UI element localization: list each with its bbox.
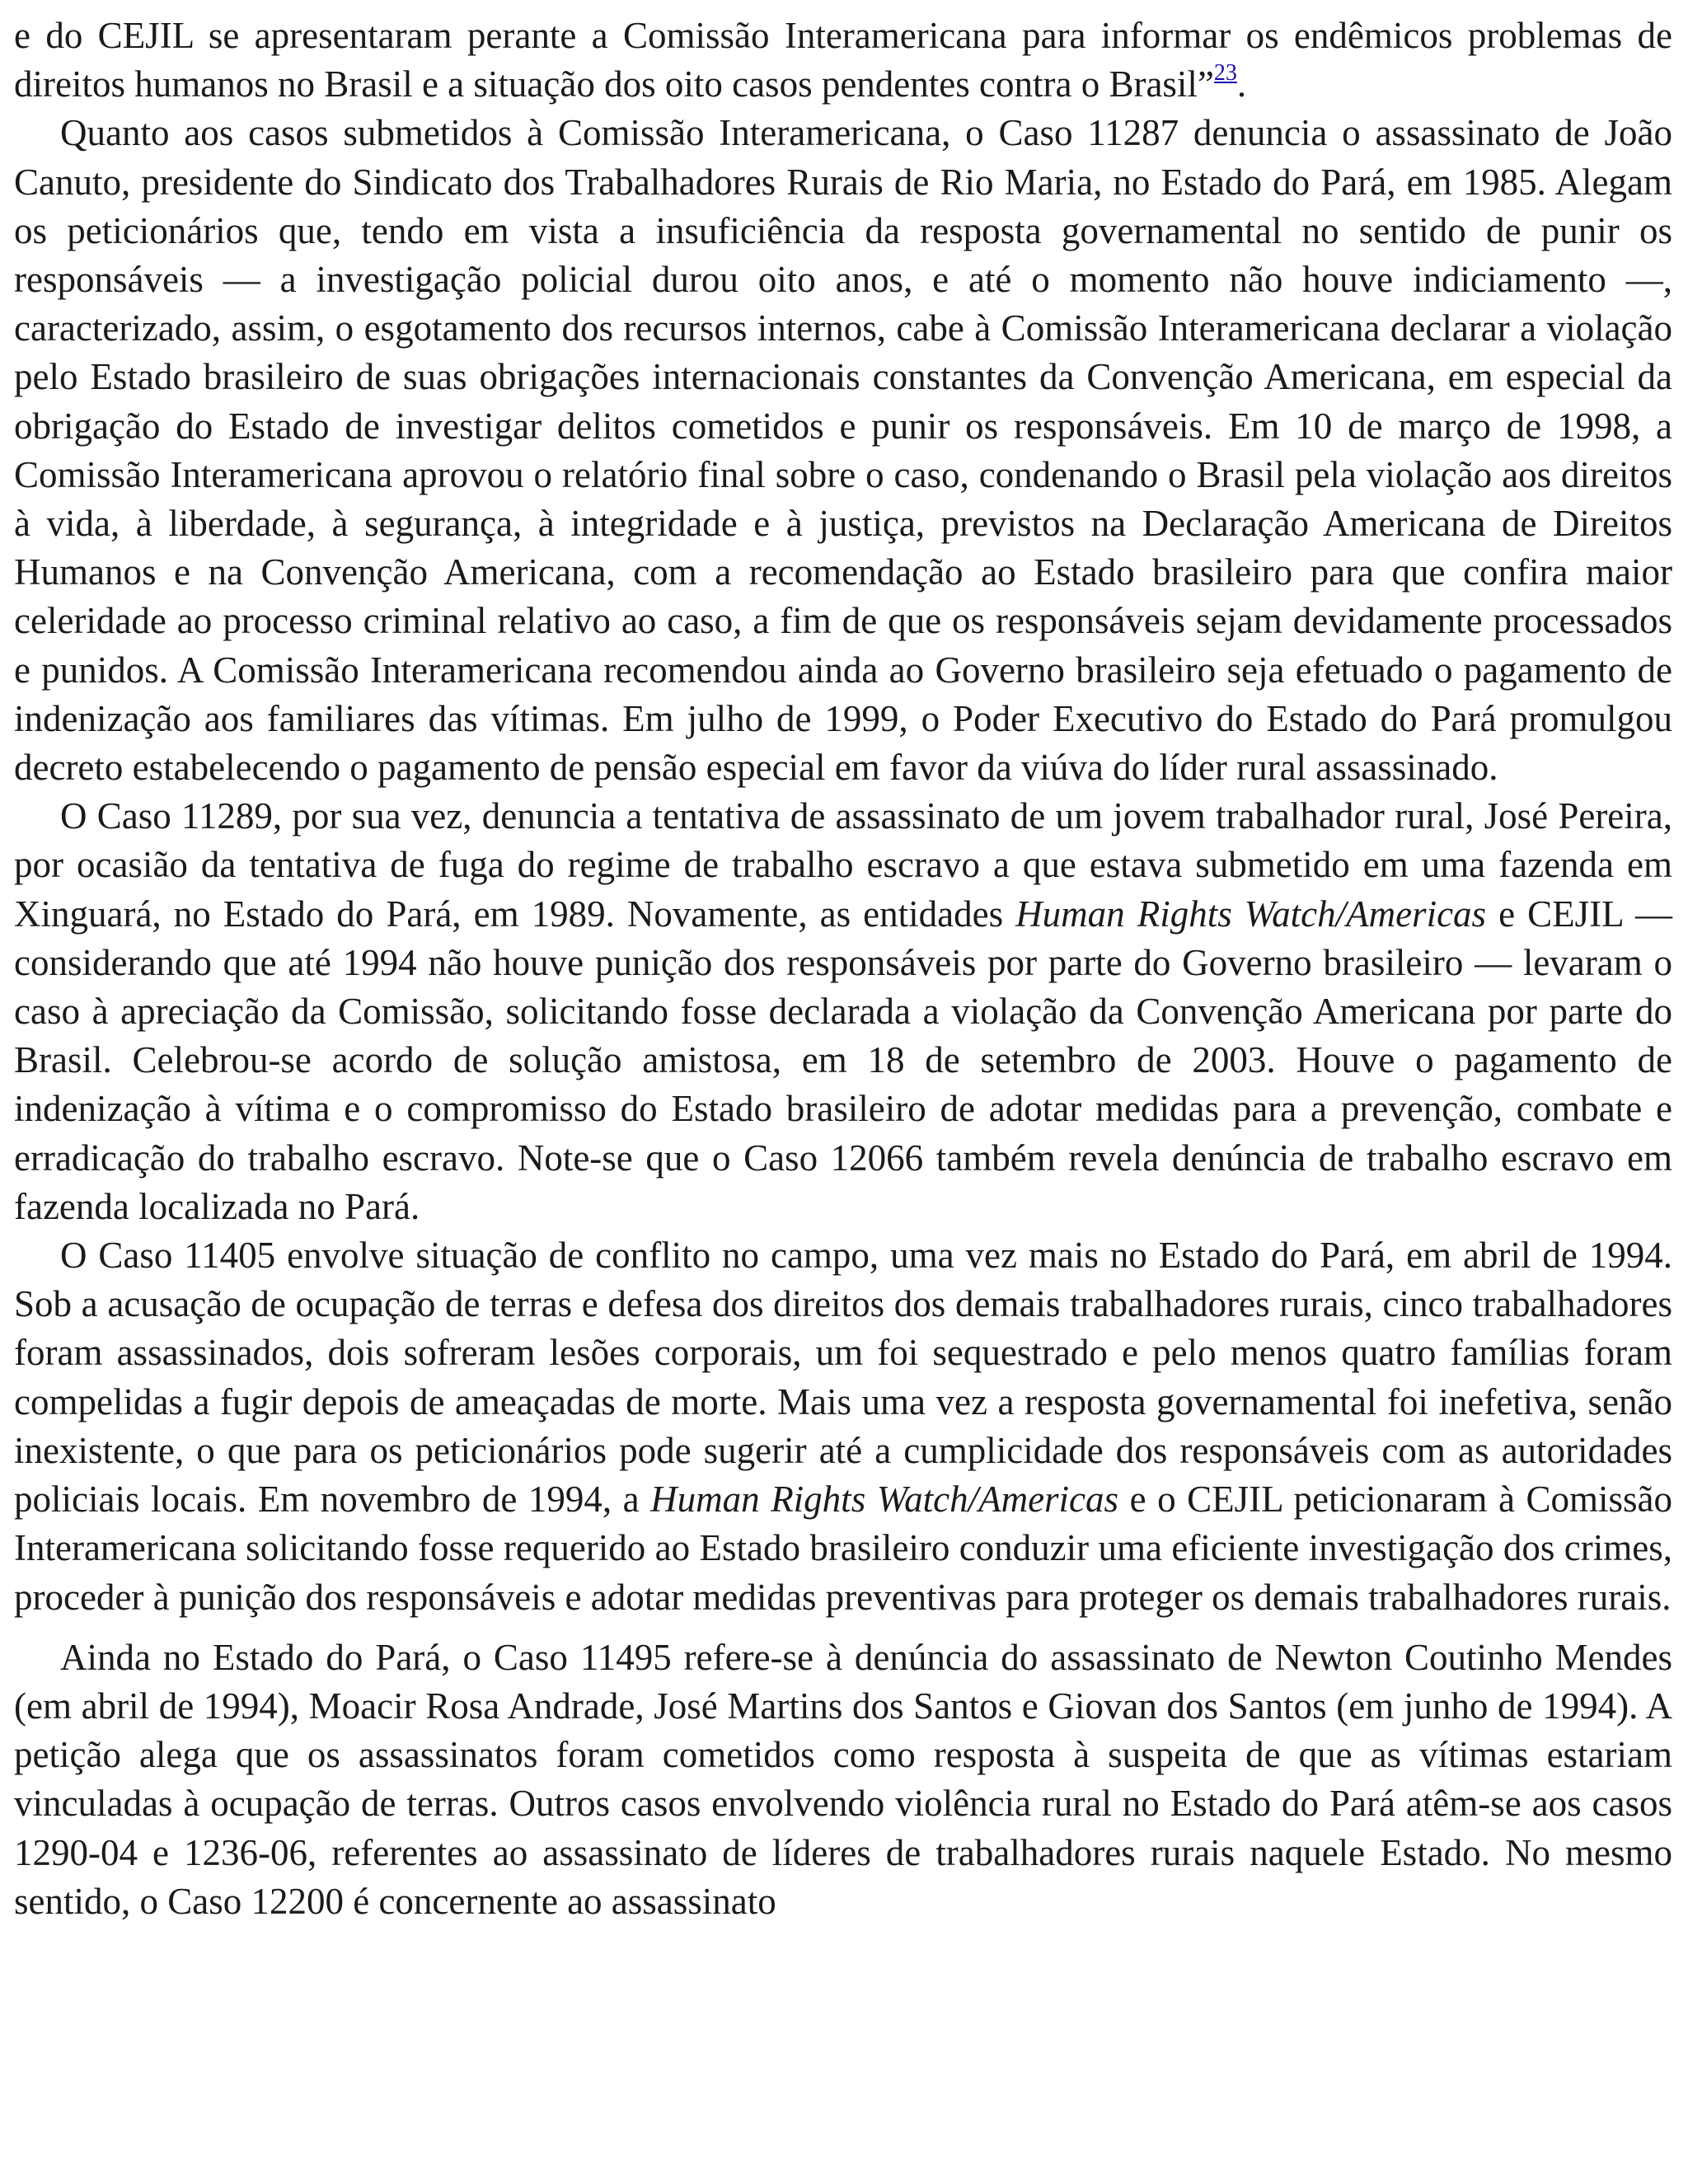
paragraph-1: [14, 12, 1672, 109]
paragraph-3: [14, 792, 1672, 1231]
paragraph-4-italic-org: Human Rights Watch/Americas: [650, 1479, 1119, 1521]
document-page: [14, 12, 1672, 1926]
paragraph-4-text-a: O Caso 11405 envolve situação de conflito no campo, uma vez mais no Estado do Pará, em abril de 1994. Sob a acusação de ocupação de terras e defesa dos direitos dos demais trabalhadores rurais, cinco trabalhadores foram assassinados, dois sofreram lesões corporais, um foi sequestrado e pelo menos quatro famílias foram compelidas a fugir depois de ameaçadas de morte. Mais uma vez a resposta governamental foi inefetiva, senão inexistente, o que para os peticionários pode sugerir até a cumplicidade dos responsáveis com as autoridades policiais locais. Em novembro de 1994, a: [14, 1235, 1672, 1521]
paragraph-1-period: .: [1236, 63, 1247, 105]
paragraph-3-text-a: O Caso 11289, por sua vez, denuncia a tentativa de assassinato de um jovem trabalhador rural, José Pereira, por ocasião da tentativa de fuga do regime de trabalho escravo a que estava submetido em uma fazenda em Xinguará, no Estado do Pará, em 1989. Novamente, as entidades: [14, 795, 1672, 935]
paragraph-1-text: e do CEJIL se apresentaram perante a Comissão Interamericana para informar os endêmicos problemas de direitos humanos no Brasil e a situação dos oito casos pendentes contra o Brasil”: [14, 15, 1672, 105]
paragraph-4-text-b: e o CEJIL peticionaram à Comissão Interamericana solicitando fosse requerido ao Estado brasileiro conduzir uma eficiente investigação dos crimes, proceder à punição dos responsáveis e adotar medidas preventivas para proteger os demais trabalhadores rurais.: [14, 1479, 1672, 1618]
paragraph-4: [14, 1231, 1672, 1622]
paragraph-3-text-b: e CEJIL — considerando que até 1994 não houve punição dos responsáveis por parte do Governo brasileiro — levaram o caso à apreciação da Comissão, solicitando fosse declarada a violação da Convenção Americana por parte do Brasil. Celebrou-se acordo de solução amistosa, em 18 de setembro de 2003. Houve o pagamento de indenização à vítima e o compromisso do Estado brasileiro de adotar medidas para a prevenção, combate e erradicação do trabalho escravo. Note-se que o Caso 12066 também revela denúncia de trabalho escravo em fazenda localizada no Pará.: [14, 893, 1672, 1227]
footnote-reference-link[interactable]: 23: [1213, 60, 1237, 87]
paragraph-2: Quanto aos casos submetidos à Comissão Interamericana, o Caso 11287 denuncia o assassinato de João Canuto, presidente do Sindicato dos Trabalhadores Rurais de Rio Maria, no Estado do Pará, em 1985. Alegam os peticionários que, tendo em vista a insuficiência da resposta governamental no sentido de punir os responsáveis — a investigação policial durou oito anos, e até o momento não houve indiciamento —, caracterizado, assim, o esgotamento dos recursos internos, cabe à Comissão Interamericana declarar a violação pelo Estado brasileiro de suas obrigações internacionais constantes da Convenção Americana, em especial da obrigação do Estado de investigar delitos cometidos e punir os responsáveis. Em 10 de março de 1998, a Comissão Interamericana aprovou o relatório final sobre o caso, condenando o Brasil pela violação aos direitos à vida, à liberdade, à segurança, à integridade e à justiça, previstos na Declaração Americana de Direitos Humanos e na Convenção Americana, com a recomendação ao Estado brasileiro para que confira maior celeridade ao processo criminal relativo ao caso, a fim de que os responsáveis sejam devidamente processados e punidos. A Comissão Interamericana recomendou ainda ao Governo brasileiro seja efetuado o pagamento de indenização aos familiares das vítimas. Em julho de 1999, o Poder Executivo do Estado do Pará promulgou decreto estabelecendo o pagamento de pensão especial em favor da viúva do líder rural assassinado.: [14, 112, 1672, 789]
paragraph-3-italic-org: Human Rights Watch/Americas: [1015, 893, 1487, 935]
paragraph-5: Ainda no Estado do Pará, o Caso 11495 refere-se à denúncia do assassinato de Newton Coutinho Mendes (em abril de 1994), Moacir Rosa Andrade, José Martins dos Santos e Giovan dos Santos (em junho de 1994). A petição alega que os assassinatos foram cometidos como resposta à suspeita de que as vítimas estariam vinculadas à ocupação de terras. Outros casos envolvendo violência rural no Estado do Pará atêm-se aos casos 1290-04 e 1236-06, referentes ao assassinato de líderes de trabalhadores rurais naquele Estado. No mesmo sentido, o Caso 12200 é concernente ao assassinato: [14, 1636, 1672, 1922]
